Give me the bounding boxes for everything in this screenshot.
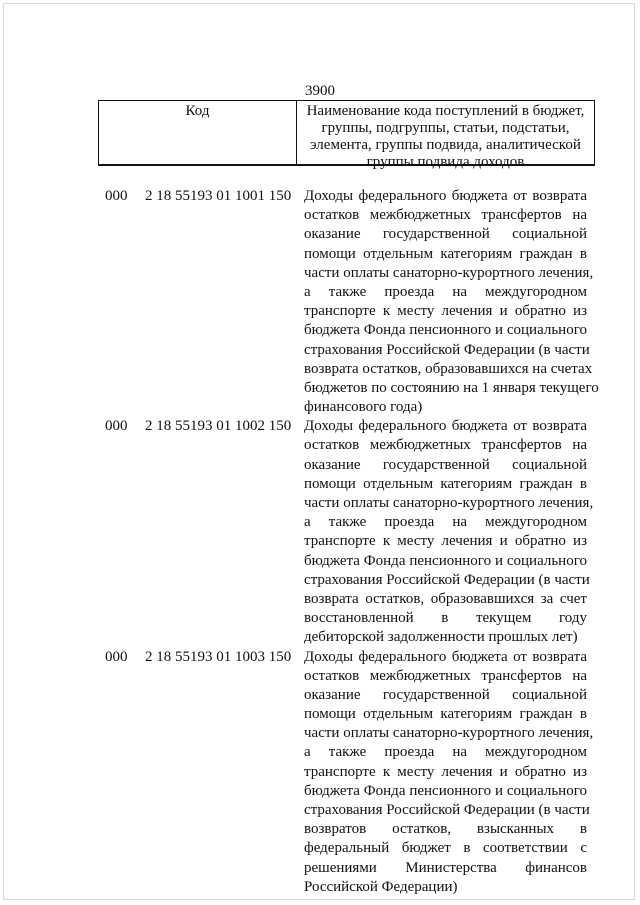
admin-code: 000 <box>105 648 128 665</box>
description-line: возвратов остатков, взысканных в <box>304 821 587 838</box>
description-line: помощи отдельным категориям граждан в <box>304 475 587 492</box>
admin-code: 000 <box>105 188 128 204</box>
table-header <box>98 100 595 170</box>
admin-code: 000 <box>105 418 128 435</box>
description-line: возврата остатков, образовавшихся на счетах <box>304 360 593 377</box>
description-line: а также проезда на междугородном <box>304 744 587 761</box>
table-row <box>0 648 640 897</box>
description-line: бюджета Фонда пенсионного и социального <box>304 322 587 339</box>
description-line: Доходы федерального бюджета от возврата <box>304 188 587 204</box>
description-line: бюджета Фонда пенсионного и социального <box>304 782 587 799</box>
description-line: части оплаты санаторно-курортного лечения, <box>304 264 594 281</box>
revenue-code: 2 18 55193 01 1003 150 <box>145 648 292 665</box>
description-line: возврата остатков, образовавшихся за счет <box>304 590 587 607</box>
revenue-description <box>304 187 599 417</box>
description-line: части оплаты санаторно-курортного лечения, <box>304 495 594 511</box>
description-line: остатков межбюджетных трансфертов на <box>304 207 587 224</box>
description-line: помощи отдельным категориям граждан в <box>304 245 587 262</box>
description-line: части оплаты санаторно-курортного лечения, <box>304 725 594 742</box>
description-line: страхования Российской Федерации (в части <box>304 802 590 818</box>
table-row <box>0 417 640 647</box>
page-number: 3900 <box>305 83 335 99</box>
description-line: финансового года) <box>304 399 423 416</box>
description-line: страхования Российской Федерации (в части <box>304 341 590 358</box>
description-line: транспорте к месту лечения и обратно из <box>304 533 587 550</box>
description-line: бюджета Фонда пенсионного и социального <box>304 552 587 569</box>
description-line: оказание государственной социальной <box>304 226 587 243</box>
description-line: восстановленной в текущем году <box>304 610 587 627</box>
description-line: оказание государственной социальной <box>304 686 587 703</box>
revenue-description <box>304 648 594 897</box>
description-line: помощи отдельным категориям граждан в <box>304 706 587 723</box>
description-line: остатков межбюджетных трансфертов на <box>304 437 587 454</box>
description-line: Российской Федерации) <box>304 878 458 895</box>
description-line: остатков межбюджетных трансфертов на <box>304 667 587 684</box>
description-line: оказание государственной социальной <box>304 456 587 473</box>
description-line: а также проезда на междугородном <box>304 514 587 531</box>
header-name-column: Наименование кода поступлений в бюджет, группы, подгруппы, статьи, подстатьи, элемента, группы подвида, аналитической группы подвида доходов <box>306 103 585 170</box>
description-line: страхования Российской Федерации (в части <box>304 571 590 588</box>
description-line: федеральный бюджет в соответствии с <box>304 840 587 857</box>
description-line: решениями Министерства финансов <box>304 859 587 876</box>
description-line: Доходы федерального бюджета от возврата <box>304 648 587 665</box>
description-line: транспорте к месту лечения и обратно из <box>304 763 587 780</box>
table-row <box>0 187 640 417</box>
description-line: а также проезда на междугородном <box>304 283 587 300</box>
table-body <box>0 187 640 897</box>
description-line: дебиторской задолженности прошлых лет) <box>304 629 578 646</box>
revenue-description <box>304 417 594 647</box>
revenue-code: 2 18 55193 01 1002 150 <box>145 418 292 435</box>
header-code-column: Код <box>99 101 297 164</box>
description-line: транспорте к месту лечения и обратно из <box>304 303 587 320</box>
description-line: Доходы федерального бюджета от возврата <box>304 418 587 435</box>
description-line: бюджетов по состоянию на 1 января текущего <box>304 379 599 396</box>
revenue-code: 2 18 55193 01 1001 150 <box>145 188 292 204</box>
